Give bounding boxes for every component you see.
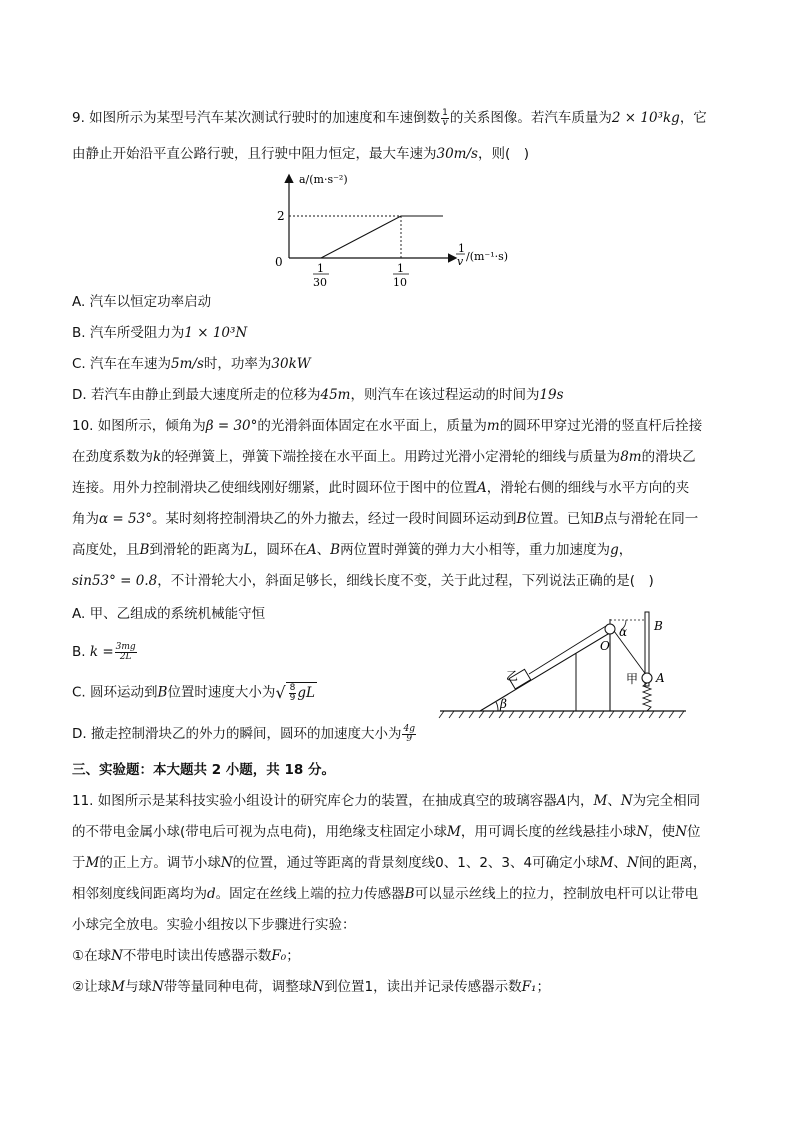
q9-option-c: C. 汽车在车速为5m/s时，功率为30kW	[72, 356, 311, 372]
q9-option-d: D. 若汽车由静止到最大速度所走的位移为45m，则汽车在该过程运动的时间为19s	[72, 387, 564, 403]
y-axis-label: a/(m·s⁻²)	[299, 173, 348, 186]
q10-stem-line4: 角为α = 53°。某时刻将控制滑块乙的外力撤去，经过一段时间圆环运动到B位置。已知B点与滑轮在同一	[72, 511, 699, 527]
beta-arc	[496, 702, 498, 711]
section-heading: 三、实验题：本大题共 2 小题，共 18 分。	[72, 762, 335, 778]
graph-line	[321, 216, 443, 258]
q10-stem-line5: 高度处，且B到滑轮的距离为L，圆环在A、B两位置时弹簧的弹力大小相等，重力加速度为g，	[72, 542, 633, 558]
label-O: O	[600, 639, 610, 653]
q10-option-c: C. 圆环运动到B位置时速度大小为 √ $\frac{8}{9}$ gL	[72, 682, 315, 703]
x-label-den: v	[457, 255, 464, 268]
spring	[643, 683, 651, 711]
origin-label: 0	[275, 255, 283, 269]
q11-stem-line1: 11. 如图所示是某科技实验小组设计的研究库仑力的装置，在抽成真空的玻璃容器A内，M、N为完全相同	[72, 793, 701, 809]
pulley	[605, 624, 615, 634]
q11-stem-line5: 小球完全放电。实验小组按以下步骤进行实验：	[72, 917, 356, 933]
label-jia: 甲	[626, 672, 639, 686]
q10-incline-figure	[436, 610, 692, 722]
q10-stem-line1: 10. 如图所示，倾角为β = 30°的光滑斜面体固定在水平面上，质量为m的圆环甲穿过光滑的竖直杆后拴接	[72, 418, 703, 434]
car-mass: 2 × 10³kg	[611, 110, 680, 126]
q9-stem-line2: 由静止开始沿平直公路行驶，且行驶中阻力恒定，最大车速为30m/s，则( )	[72, 146, 530, 162]
x-tick1-num: 1	[317, 262, 324, 275]
y-tick-label: 2	[277, 209, 285, 223]
x-tick2-den: 10	[393, 276, 407, 289]
spring-constant-fraction: $\frac{3mg}{2L}$	[115, 641, 136, 662]
string-left	[529, 626, 606, 674]
q10-option-a: A. 甲、乙组成的系统机械能守恒	[72, 606, 266, 622]
q10-stem-line6: sin53° = 0.8，不计滑轮大小，斜面足够长，细线长度不变，关于此过程，下列说法正确的是( )	[72, 573, 654, 589]
q10-option-d: D. 撤走控制滑块乙的外力的瞬间，圆环的加速度大小为 $\frac{4g}{9}$	[72, 723, 415, 744]
acceleration-fraction: $\frac{4g}{9}$	[403, 723, 415, 744]
q11-stem-line3: 于M的正上方。调节小球N的位置，通过等距离的背景刻度线0、1、2、3、4可确定小球M、N间的距离，	[72, 855, 707, 871]
x-tick2-num: 1	[397, 262, 404, 275]
x-tick1-den: 30	[313, 276, 327, 289]
label-B: B	[654, 619, 663, 633]
speed-sqrt: √ $\frac{8}{9}$ gL	[275, 682, 315, 703]
q9-option-a: A. 汽车以恒定功率启动	[72, 294, 212, 310]
label-yi: 乙	[506, 669, 519, 683]
x-axis-label: /(m⁻¹·s)	[466, 250, 509, 263]
max-speed: 30m/s	[436, 146, 478, 162]
q10-stem-line3: 连接。用外力控制滑块乙使细线刚好绷紧，此时圆环位于图中的位置A，滑轮右侧的细线与水平方向的夹	[72, 480, 690, 496]
q10-option-b: B. k = $\frac{3mg}{2L}$	[72, 641, 136, 662]
q11-stem-line2: 的不带电金属小球(带电后可视为点电荷)，用绝缘支柱固定小球M，用可调长度的丝线悬挂小球N，使N位	[72, 824, 701, 840]
q9-stem-line1: 9. 如图所示为某型号汽车某次测试行驶时的加速度和车速倒数 $\frac{1}{v}$ 的关系图像。若汽车质量为2 × 10³kg，它	[72, 107, 707, 128]
q11-stem-line4: 相邻刻度线间距离均为d。固定在丝线上端的拉力传感器B可以显示丝线上的拉力，控制放电杆可以让带电	[72, 886, 699, 902]
q9-acceleration-graph	[265, 168, 535, 290]
q10-stem-line2: 在劲度系数为k的轻弹簧上，弹簧下端拴接在水平面上。用跨过光滑小定滑轮的细线与质量为8m的滑块乙	[72, 449, 696, 465]
label-alpha: α	[619, 625, 628, 639]
x-label-num: 1	[458, 242, 465, 255]
ground-hatching	[439, 711, 684, 718]
ring-jia	[642, 673, 652, 683]
label-beta: β	[500, 697, 507, 711]
inverse-v-fraction: $\frac{1}{v}$	[442, 107, 448, 128]
q9-option-b: B. 汽车所受阻力为1 × 10³N	[72, 325, 248, 341]
q11-step1: ①在球N不带电时读出传感器示数F₀；	[72, 948, 300, 964]
q11-step2: ②让球M与球N带等量同种电荷，调整球N到位置1，读出并记录传感器示数F₁；	[72, 979, 550, 995]
label-A: A	[656, 671, 665, 685]
